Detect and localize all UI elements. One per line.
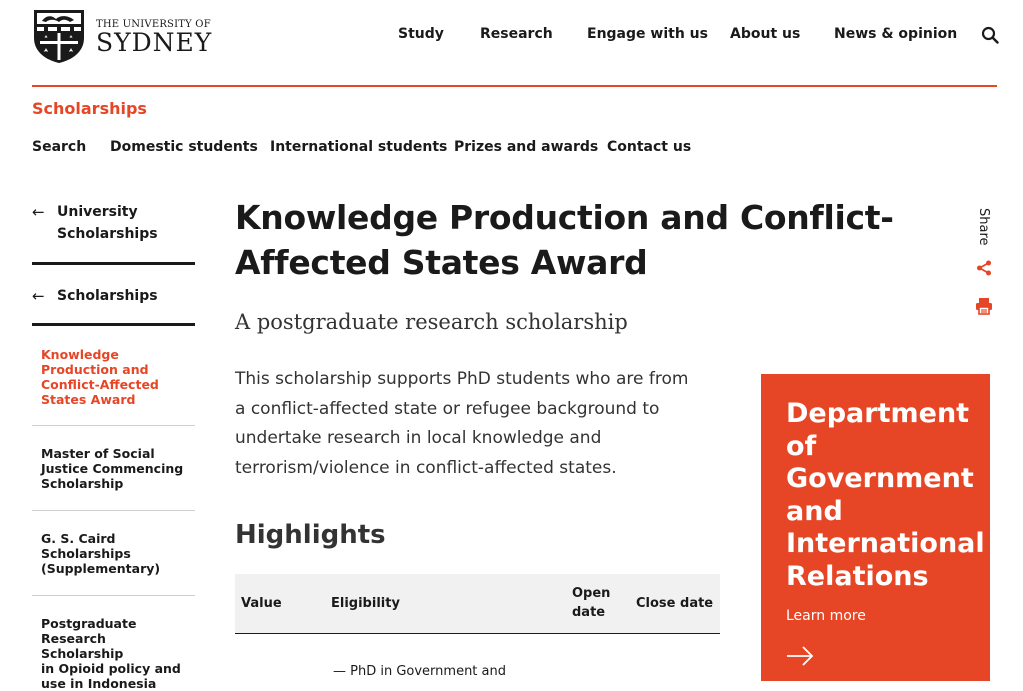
table-cell-eligibility: — PhD in Government and <box>333 664 506 679</box>
promo-title-line: Relations <box>786 560 929 592</box>
sidebar-item-line: Scholarship <box>41 476 124 491</box>
page-subtitle: A postgraduate research scholarship <box>235 310 628 334</box>
back-link-label: Scholarships <box>57 288 158 304</box>
back-link-label <box>57 201 158 245</box>
wordmark-line1: THE UNIVERSITY OF <box>96 18 211 30</box>
sidebar-item-knowledge-production[interactable] <box>41 347 191 407</box>
column-header-value: Value <box>241 596 282 611</box>
nav-news[interactable]: News & opinion <box>834 26 958 42</box>
sidebar-item-line: (Supplementary) <box>41 561 161 576</box>
arrow-left-icon: ← <box>32 287 45 305</box>
sidebar-item-line: Postgraduate <box>41 616 137 631</box>
nav-study[interactable]: Study <box>398 26 444 42</box>
promo-title-line: and <box>786 495 843 527</box>
column-header-close-date: Close date <box>636 596 714 611</box>
promo-title-line: of <box>786 430 817 462</box>
subnav-contact[interactable]: Contact us <box>607 139 692 155</box>
sidebar-item-line: in Opioid policy and <box>41 661 181 676</box>
sidebar-item-gs-caird[interactable] <box>41 531 191 576</box>
arrow-left-icon: ← <box>32 203 45 221</box>
print-icon[interactable] <box>975 297 993 315</box>
subnav-prizes[interactable]: Prizes and awards <box>454 139 599 155</box>
arrow-right-icon[interactable] <box>786 646 814 666</box>
site-header <box>0 0 1023 87</box>
main-nav <box>0 26 1023 46</box>
sidebar-item-line: use in Indonesia <box>41 676 157 691</box>
back-link-scholarships[interactable] <box>32 285 158 307</box>
intro-paragraph <box>235 365 725 483</box>
sidebar-item-line: Conflict-Affected <box>41 377 159 392</box>
sidebar-item-divider <box>32 425 195 426</box>
promo-title-line: Department <box>786 398 970 429</box>
back-link-label-line2: Scholarships <box>57 226 158 242</box>
highlights-table-header <box>235 574 720 634</box>
sidebar-divider <box>32 323 195 326</box>
sidebar-item-line: G. S. Caird <box>41 531 116 546</box>
section-title[interactable]: Scholarships <box>32 99 147 118</box>
wordmark-line2: SYDNEY <box>96 27 213 57</box>
search-icon[interactable] <box>981 26 999 44</box>
column-header-open-date-line1: Open <box>572 586 611 601</box>
sidebar-item-divider <box>32 595 195 596</box>
subnav-domestic[interactable]: Domestic students <box>110 139 258 155</box>
page-title-line2: Affected States Award <box>235 243 648 282</box>
header-divider <box>32 85 997 87</box>
sidebar-item-line: Scholarships <box>41 546 131 561</box>
sidebar-item-divider <box>32 510 195 511</box>
sidebar-item-line: Master of Social <box>41 446 155 461</box>
nav-engage[interactable]: Engage with us <box>587 26 708 42</box>
sidebar-divider <box>32 262 195 265</box>
sidebar-item-line: Research Scholarship <box>41 631 124 661</box>
sidebar-item-line: States Award <box>41 392 136 407</box>
column-header-eligibility: Eligibility <box>331 596 400 611</box>
intro-line: This scholarship supports PhD students who are from <box>235 369 689 389</box>
highlights-heading: Highlights <box>235 520 386 550</box>
subnav-search[interactable]: Search <box>32 139 87 155</box>
sidebar-item-line: Production and <box>41 362 149 377</box>
promo-title-line: Government <box>786 463 974 494</box>
sidebar-item-opioid-policy[interactable] <box>41 616 191 691</box>
share-label: Share <box>976 208 991 246</box>
back-link-university-scholarships[interactable] <box>32 201 158 245</box>
back-link-label-line1: University <box>57 204 138 220</box>
share-icon[interactable] <box>976 260 992 276</box>
page-title-line1: Knowledge Production and Conflict- <box>235 198 894 237</box>
sidebar-item-line: Justice Commencing <box>41 461 184 476</box>
column-header-open-date-line2: date <box>572 605 606 620</box>
promo-title-line: International <box>786 528 985 559</box>
promo-title <box>786 398 986 593</box>
intro-line: terrorism/violence in conflict-affected states. <box>235 457 617 478</box>
promo-learn-more-link[interactable]: Learn more <box>786 608 866 624</box>
nav-about[interactable]: About us <box>730 26 801 42</box>
subnav-international[interactable]: International students <box>270 139 448 155</box>
sidebar-item-master-social-justice[interactable] <box>41 446 191 491</box>
department-promo-card[interactable] <box>761 374 990 681</box>
sidebar-item-line: Knowledge <box>41 347 119 362</box>
nav-research[interactable]: Research <box>480 26 553 42</box>
column-header-open-date <box>572 584 610 622</box>
intro-line: a conflict-affected state or refugee background to <box>235 398 660 419</box>
page-title <box>235 195 935 285</box>
intro-line: undertake research in local knowledge and <box>235 428 602 448</box>
